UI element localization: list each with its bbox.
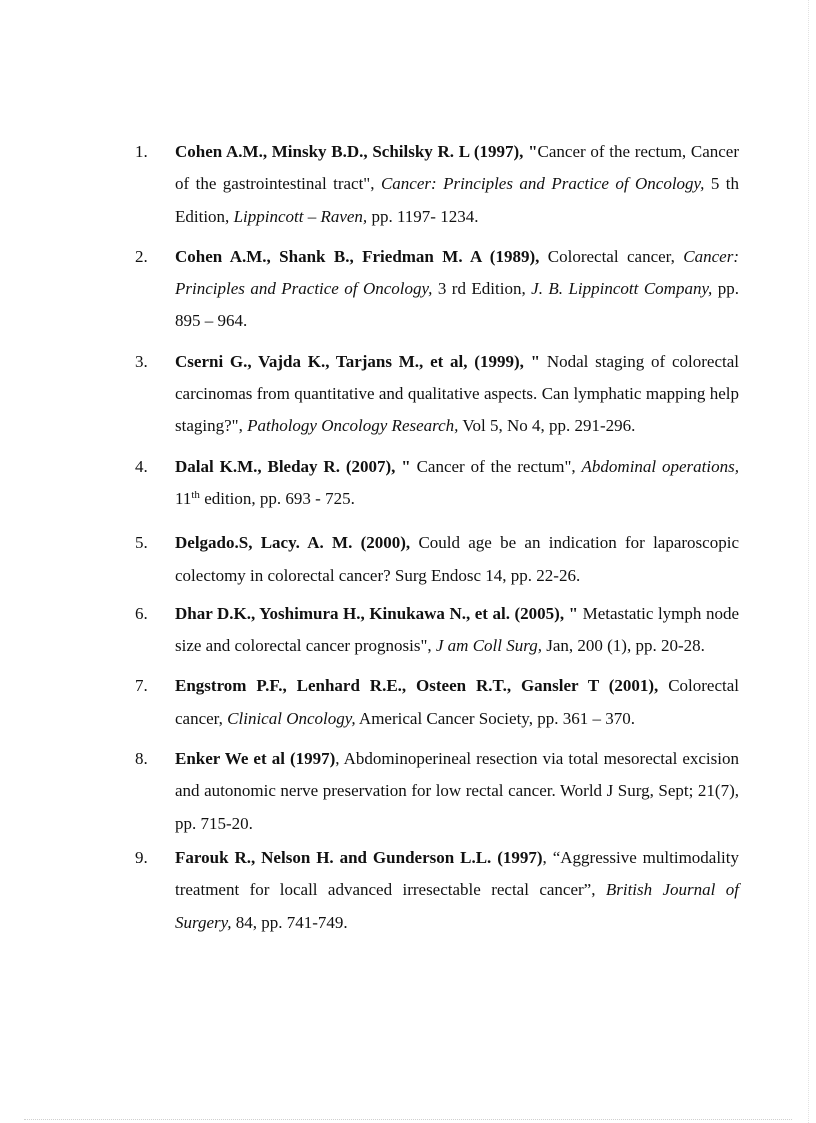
page-right-divider (808, 0, 809, 1123)
reference-source: British Journal of Surgery, (175, 880, 739, 932)
reference-source: Lippincott – Raven, (233, 206, 368, 226)
reference-number: 5. (135, 533, 148, 553)
reference-item (135, 842, 739, 939)
reference-authors: Dhar D.K., Yoshimura H., Kinukawa N., et al. (2005), " (175, 603, 579, 623)
reference-item (135, 743, 739, 840)
reference-source: Company, (643, 279, 713, 299)
reference-segment: Could age be an indication for laparoscopic colectomy in colorectal cancer? Surg Endosc 14, pp. 22-26. (175, 533, 739, 585)
reference-segment: pp. 895 – 964. (175, 279, 740, 331)
reference-item (135, 670, 739, 735)
reference-text (175, 676, 739, 727)
reference-segment: , Abdominoperineal resection via total mesorectal excision and autonomic nerve preservation for low rectal cancer. World J Surg, Sept; 21(7), pp. 715-20. (175, 749, 739, 833)
reference-authors: Engstrom P.F., Lenhard R.E., Osteen R.T., Gansler T (2001), (175, 676, 659, 696)
reference-authors: Cserni G., Vajda K., Tarjans M., et al, (1999), " (175, 351, 541, 371)
reference-text (175, 352, 739, 436)
reference-segment: Metastatic lymph node size and colorectal cancer prognosis", (175, 603, 739, 656)
reference-authors: Dalal K.M., Bleday R. (2007), " (175, 456, 411, 476)
reference-text (175, 848, 739, 932)
reference-segment: Colorectal cancer, (539, 246, 684, 266)
reference-item (135, 241, 739, 338)
reference-authors: Delgado.S, Lacy. A. M. (2000), (175, 533, 411, 553)
reference-segment: Cancer of the rectum", (410, 456, 582, 476)
reference-segment: 5 th Edition, (175, 174, 739, 226)
reference-number: 6. (135, 603, 148, 623)
reference-segment: , “Aggressive multimodality treatment for locall advanced irresectable rectal cancer”, (175, 847, 740, 900)
reference-text (175, 604, 739, 655)
reference-number: 8. (135, 749, 148, 769)
reference-item (135, 598, 739, 663)
reference-item (135, 136, 739, 233)
reference-number: 4. (135, 456, 148, 476)
reference-source: J am Coll Surg, (435, 636, 542, 656)
reference-segment: Nodal staging of colorectal carcinomas from quantitative and qualitative aspects. Can lymphatic mapping help staging?", (175, 351, 739, 436)
reference-segment: Cancer of the rectum, Cancer of the gastrointestinal tract", (175, 142, 739, 194)
reference-authors: Farouk R., Nelson H. and Gunderson L.L. (1997) (175, 847, 543, 867)
reference-authors: Cohen A.M., Shank B., Friedman M. A (1989), (175, 246, 540, 266)
reference-text (175, 142, 739, 226)
reference-segment: 11 (175, 488, 192, 508)
reference-number: 7. (135, 676, 148, 696)
reference-segment: 3 rd Edition, (432, 279, 532, 299)
reference-segment: Jan, 200 (1), pp. 20-28. (541, 636, 705, 656)
reference-text (175, 533, 739, 584)
reference-source: Pathology Oncology Research, (247, 416, 459, 436)
reference-text (175, 457, 739, 508)
reference-segment: Americal Cancer Society, pp. 361 – 370. (355, 708, 635, 728)
reference-list (135, 136, 739, 939)
reference-source: Clinical Oncology, (227, 708, 356, 728)
reference-number: 3. (135, 351, 148, 371)
reference-segment: pp. 1197- 1234. (367, 206, 479, 226)
reference-source: J. B. Lippincott (531, 279, 639, 299)
reference-item (135, 451, 739, 516)
reference-source: Cancer: Principles and Practice of Oncology, (175, 246, 740, 299)
reference-number: 2. (135, 246, 148, 266)
reference-segment: Colorectal cancer, (175, 676, 739, 728)
reference-item (135, 346, 739, 443)
reference-segment: Vol 5, No 4, pp. 291-296. (458, 416, 636, 436)
page-bottom-divider (24, 1119, 792, 1120)
reference-segment: th (191, 488, 200, 501)
reference-number: 9. (135, 847, 148, 867)
reference-number: 1. (135, 142, 148, 161)
reference-text (175, 749, 739, 833)
reference-item (135, 527, 739, 592)
reference-authors: Cohen A.M., Minsky B.D., Schilsky R. L (1997), " (175, 142, 538, 161)
reference-authors: Enker We et al (1997) (175, 749, 336, 769)
reference-text (175, 247, 739, 331)
reference-source: Abdominal operations, (581, 456, 739, 476)
reference-source: Cancer: Principles and Practice of Oncology, (380, 174, 705, 194)
reference-segment: edition, pp. 693 - 725. (199, 488, 355, 508)
reference-segment: 84, pp. 741-749. (231, 912, 348, 932)
